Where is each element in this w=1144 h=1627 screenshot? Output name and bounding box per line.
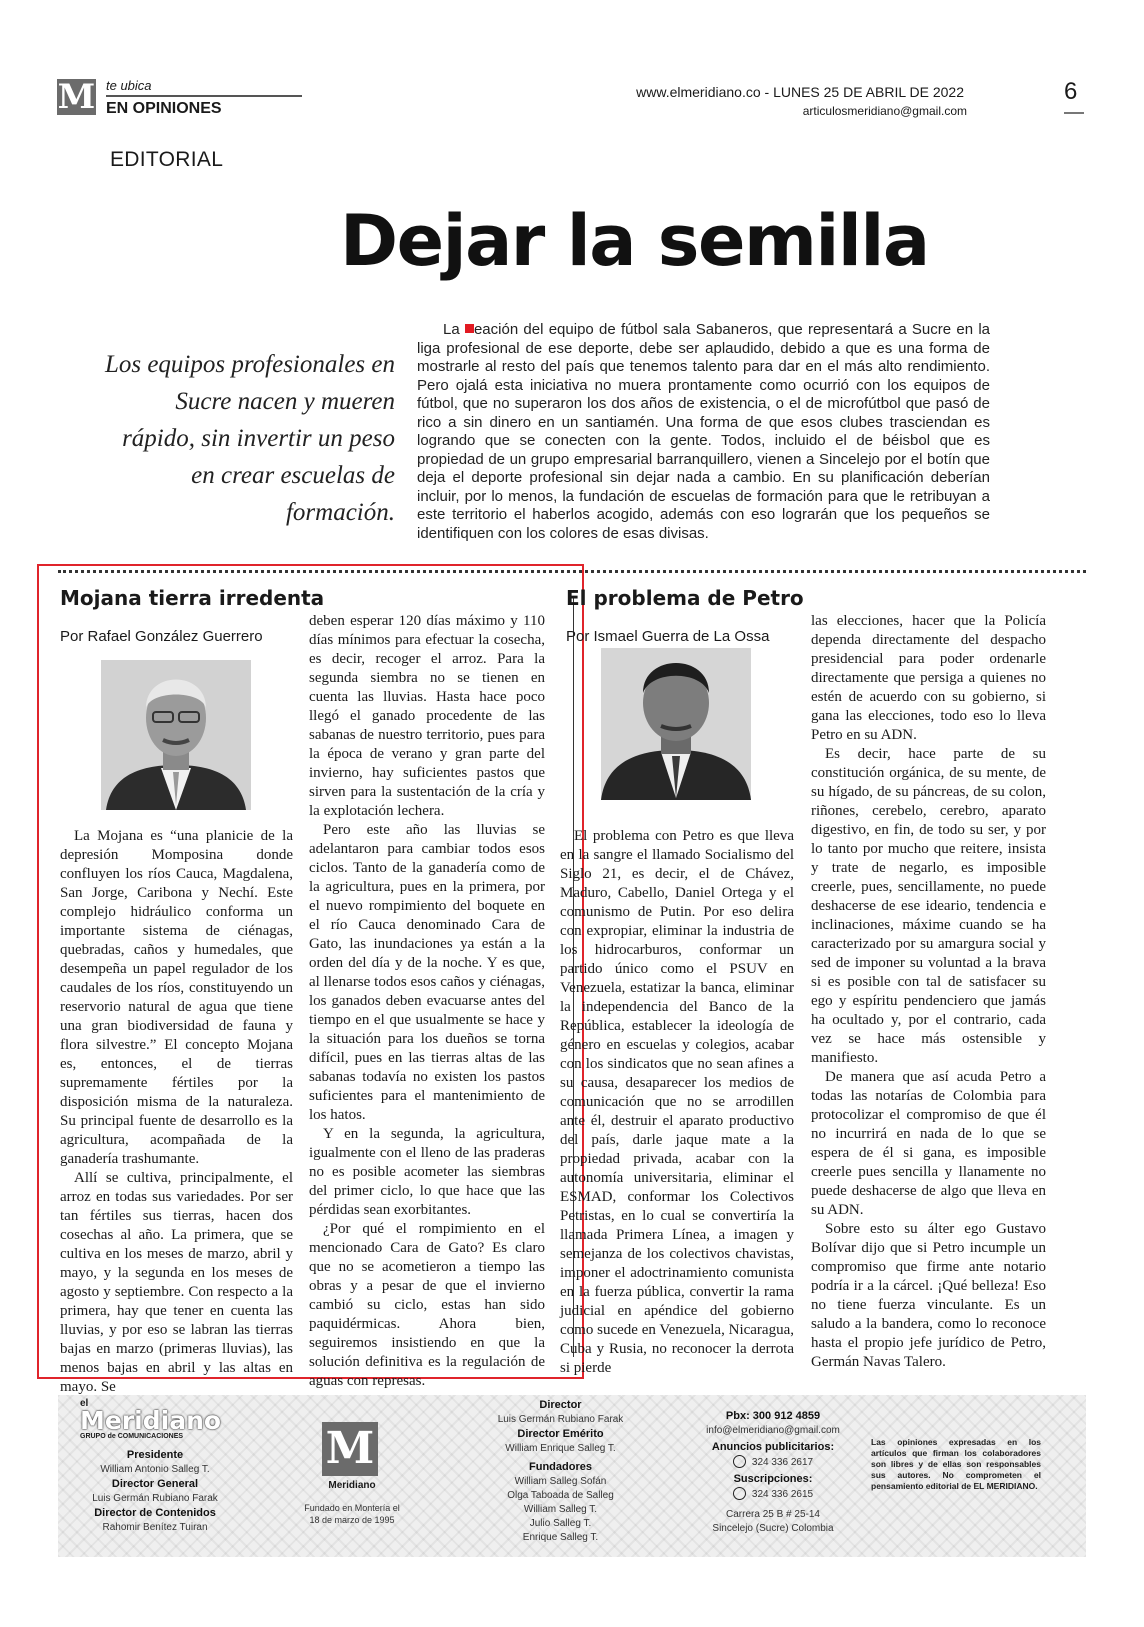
- label: Suscripciones:: [733, 1473, 813, 1485]
- label: Director Emérito: [517, 1428, 604, 1440]
- header-email: articulosmeridiano@gmail.com: [802, 104, 967, 118]
- name: Julio Salleg T.: [529, 1518, 592, 1529]
- info-email: info@elmeridiano@gmail.com: [706, 1425, 840, 1436]
- header-rule: [106, 95, 302, 97]
- name: William Salleg T.: [523, 1504, 598, 1515]
- paragraph: Es decir, hace parte de su constitución orgánica, de su mente, de su hígado, de su páncreas, de su colon, riñones, cerebelo, cerebro, aparato digestivo, en fin, de todo su ser, y por lo tanto por mucho que reitere, insista y trate de negarlo, es imposible creerle, pues, sencillamente, no puede deshacerse de ese ideario, tendencia e inclinaciones, máxime cuando se ha caracterizado por su amargura social y sed de imponer su voluntad a la brava si es posible con tal de satisfacer su ego y espíritu pendenciero que jamás ha ocultado y, por el contrario, cada vez se hace más ostensible y manifiesto.: [811, 746, 1046, 1066]
- paragraph: Pero este año las lluvias se adelantaron para cambiar todos esos ciclos. Tanto de la ganadería como de la agricultura, pues en la primera, por el nuevo rompimiento del boquete en el río Cauca denominado Cara de Gato, las inundaciones ya están a la orden del día y de la noche. Y es que, al llenarse todos esos caños y ciénagas, los ganados deben evacuarse antes del tiempo en el que usualmente se hace y la situación para los dueños se torna difícil, pues en las tierras altas de las sabanas todavía no existen los pastos suficientes para el mantenimiento de los hatos.: [309, 822, 545, 1123]
- article2-column-1: [560, 827, 794, 1378]
- article2-title: El problema de Petro: [566, 586, 804, 610]
- article1-title: Mojana tierra irredenta: [60, 586, 325, 610]
- red-marker-icon: [465, 324, 474, 333]
- meridiano-logo-icon: M: [57, 77, 96, 117]
- section-name: EN OPINIONES: [106, 100, 222, 117]
- editorial-headline: Dejar la semilla: [340, 200, 929, 282]
- paragraph: Sobre esto su álter ego Gustavo Bolívar dijo que si Petro incumple un compromiso que firme ante notario podría ir a la cárcel. ¡Qué belleza! Eso no tiene fuerza vinculante. Es un saludo a la bandera, como lo reconoce hasta el propio jefe jurídico de Petro, Germán Navas Talero.: [811, 1221, 1046, 1370]
- footer-brand-name: Meridiano: [80, 1406, 222, 1435]
- pull-quote: Los equipos profesionales en Sucre nacen y mueren rápido, sin invertir un peso en crear escuelas de formación.: [104, 351, 395, 526]
- author-photo-gonzalez: [101, 660, 251, 810]
- name: William Antonio Salleg T.: [100, 1464, 210, 1475]
- footer-brand-small: el: [80, 1398, 89, 1409]
- article1-column-2: [309, 612, 545, 1391]
- paragraph: Y en la segunda, la agricultura, igualmente con el lleno de las praderas no es posible acometer las siembras del primer ciclo, lo que hace que las pérdidas sean exorbitantes.: [309, 1126, 545, 1218]
- label: Anuncios publicitarios:: [711, 1441, 835, 1453]
- label: Director General: [111, 1478, 199, 1490]
- name: Luis Germán Rubiano Farak: [497, 1414, 624, 1425]
- article2-column-2: [811, 612, 1046, 1372]
- author-photo-guerra: [601, 648, 751, 800]
- paragraph: Allí se cultiva, principalmente, el arroz en todas sus variedades. Por ser tan fértiles sus tierras, hacen dos cosechas al año. La primera, que se cultiva en los meses de marzo, abril y mayo, y la segunda en los meses de agosto y septiembre. Con respecto a la primera, hay que tener en cuenta las lluvias, y por eso se labran las tierras bajas en marzo (primeras lluvias), las menos bajas en abril y las altas en mayo. Se: [60, 1170, 293, 1395]
- footer-brand: [80, 1398, 230, 1440]
- name: William Enrique Salleg T.: [505, 1443, 616, 1454]
- anuncios-phone: 324 336 2617: [751, 1457, 814, 1468]
- whatsapp-icon: [733, 1487, 746, 1500]
- suscripciones-phone: 324 336 2615: [751, 1489, 814, 1500]
- article2-byline: Por Ismael Guerra de La Ossa: [566, 628, 770, 645]
- page-number: 6: [1064, 78, 1078, 105]
- city: Sincelejo (Sucre) Colombia: [712, 1523, 834, 1534]
- pbx: Pbx: 300 912 4859: [725, 1410, 821, 1422]
- page-number-rule: [1064, 112, 1084, 114]
- name: Enrique Salleg T.: [522, 1532, 599, 1543]
- editorial-body: [417, 321, 990, 543]
- editorial-text: eación del equipo de fútbol sala Sabaneros, que representará a Sucre en la liga profesional de ese deporte, debe ser aplaudido, debido a que es una forma de mostrarle al resto del país que tenemos talento para dar en el más alto rendimiento. Pero ojalá esta iniciativa no muera prontamente como ocurrió con los equipos de fútbol, que no superaron los dos años de existencia, o el de microfútbol que pasó de rico a sin dinero en un santiamén. Una forma de que esos clubes trasciendan es logrando que se conecten con la gente. Todos, incluido el de béisbol que es propiedad de un grupo empresarial barranquillero, vienen a Sincelejo por el botín que deja el deporte profesional sin dejar nada a cambio. En su planificación deberían incluir, por lo menos, la fundación de escuelas de formación para que le retribuyan a este territorio el haberlos acogido, además con eso lograrán que los pequeños se identifiquen con los colores de esas divisas.: [417, 321, 991, 542]
- footer-disclaimer: Las opiniones expresadas en los artículos que firman los colaboradores son libres y de ellas son responsables sus autores. No comprometen el pensamiento editorial de EL MERIDIANO.: [871, 1437, 1041, 1491]
- site-and-date: www.elmeridiano.co - LUNES 25 DE ABRIL DE 2022: [636, 84, 964, 100]
- paragraph: De manera que así acuda Petro a todas las notarías de Colombia para protocolizar el compromiso de que él no incurrirá en nada de lo que se espera de él si gana, es imposible creerle pues sencilla y llanamente no puede deshacerse de algo que lleva en su ADN.: [811, 1069, 1046, 1218]
- name: Luis Germán Rubiano Farak: [92, 1493, 218, 1504]
- brand-tagline: te ubica: [106, 78, 152, 93]
- footer-brand-sub: GRUPO de COMUNICACIONES: [80, 1433, 184, 1440]
- label: Director de Contenidos: [94, 1507, 216, 1519]
- label: Fundadores: [529, 1461, 592, 1473]
- label: Presidente: [126, 1449, 184, 1461]
- article1-byline: Por Rafael González Guerrero: [60, 628, 263, 645]
- editorial-first-word: La: [443, 321, 460, 338]
- footer-logo-icon: M: [322, 1422, 378, 1476]
- footer-founded: Fundado en Montería el 18 de marzo de 1995: [304, 1503, 400, 1525]
- name: Olga Taboada de Salleg: [507, 1490, 614, 1501]
- article1-column-1: [60, 827, 293, 1397]
- footer-logo-caption: Meridiano: [328, 1480, 376, 1491]
- name: Rahomir Benítez Tuiran: [102, 1522, 208, 1533]
- paragraph: El problema con Petro es que lleva en la sangre el llamado Socialismo del Siglo 21, es decir, el de Chávez, Maduro, Cabello, Daniel Ortega y el comunismo de Putin. Por eso delira con expropiar, eliminar la industria de los hidrocarburos, conformar un partido único como el PSUV en Venezuela, estatizar la banca, eliminar la independencia del Banco de la República, establecer la ideología de género en escuelas y colegios, acabar con los sindicatos que no sean afines a su causa, desaparecer los medios de comunicación que no se arrodillen ante él, destruir el aparato productivo del país, darle jaque mate a la propiedad privada, acabar con la autonomía universitaria, eliminar el ESMAD, conformar los Colectivos Petristas, en lo cual se convertiría la llamada Primera Línea, a imagen y semejanza de los colectivos chavistas, imponer el adoctrinamiento comunista en la fuerza pública, convertir la rama judicial en apéndice del gobierno como sucede en Venezuela, Nicaragua, Cuba y Rusia, no reconocer la derrota si pierde: [560, 828, 794, 1376]
- footer-staff-center: [478, 1398, 643, 1545]
- footer-contact: [688, 1409, 858, 1536]
- name: William Salleg Sofán: [514, 1476, 607, 1487]
- paragraph: las elecciones, hacer que la Policía dependa directamente del despacho presidencial para poder ordenarle directamente que persiga a quienes no estén de acuerdo con su gobierno, si gana las elecciones, todo eso lo lleva Petro en su ADN.: [811, 613, 1046, 743]
- editorial-label: EDITORIAL: [110, 148, 224, 171]
- paragraph: ¿Por qué el rompimiento en el mencionado Cara de Gato? Es claro que no se acometieron a tiempo las obras y a pesar de que el invierno cambió su ciclo, estas han sido paquidérmicas. Ahora bien, seguiremos insistiendo en que la solución definitiva es la regulación de aguas con represas.: [309, 1221, 545, 1389]
- paragraph: deben esperar 120 días máximo y 110 días mínimos para efectuar la cosecha, es decir, recoger el arroz. Para la segunda siembra no se tienen en cuenta las lluvias. Hasta hace poco llegó el ganado procedente de las sabanas de nuestro territorio, pues para la época de verano y gran parte del invierno, hay suficientes pastos que sirven para la sustentación de la cría y la explotación lechera.: [309, 613, 545, 819]
- label: Director: [539, 1399, 582, 1411]
- whatsapp-icon: [733, 1455, 746, 1468]
- footer-staff-left: [80, 1448, 230, 1535]
- paragraph: La Mojana es “una planicie de la depresión Momposina donde confluyen los ríos Cauca, Magdalena, San Jorge, Caribona y Nechí. Este complejo hidráulico conforma un importante sistema de ciénagas, quebradas, caños y humedales, que desempeña un papel regulador de los caudales de los ríos, constituyendo un reservorio natural de agua que tiene una gran biodiversidad de fauna y flora silvestre.” El concepto Mojana es, entonces, el de tierras supremamente fértiles por la disposición misma de la naturaleza. Su principal fuente de desarrollo es la agricultura, acompañada de la ganadería trashumante.: [60, 828, 293, 1167]
- address: Carrera 25 B # 25-14: [726, 1509, 820, 1520]
